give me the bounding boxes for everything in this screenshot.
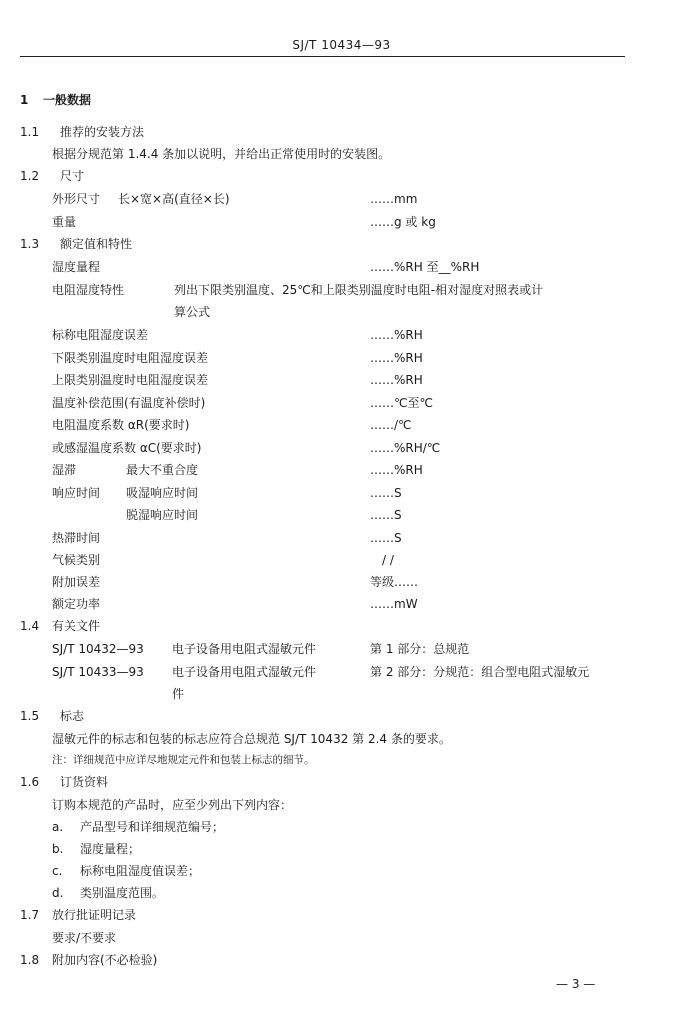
climatic-category-value: / / — [382, 553, 394, 567]
thermal-lag-value: ……S — [370, 531, 402, 545]
doc-2-number: SJ/T 10433—93 — [52, 665, 144, 679]
doc-2-part: 第 2 部分：分规范：组合型电阻式湿敏元 — [370, 665, 590, 679]
humidity-range-label: 湿度量程 — [52, 260, 101, 274]
doc-2-name: 电子设备用电阻式湿敏元件 — [172, 665, 317, 679]
resistance-char-desc-2: 算公式 — [174, 305, 211, 319]
doc-1-name: 电子设备用电阻式湿敏元件 — [172, 642, 317, 656]
section-1-4-title: 有关文件 — [52, 619, 101, 633]
section-1-6-title: 订货资料 — [60, 775, 109, 789]
doc-1-part: 第 1 部分：总规范 — [370, 642, 470, 656]
order-item-d-marker: d. — [52, 886, 64, 900]
section-1-1-title: 推荐的安装方法 — [60, 125, 145, 139]
section-1-2-title: 尺寸 — [60, 169, 85, 183]
thermal-lag-label: 热滞时间 — [52, 531, 101, 545]
resistance-char-desc-1: 列出下限类别温度、25℃和上限类别温度时电阻-相对湿度对照表或计 — [174, 283, 544, 297]
lower-temp-error-value: ……%RH — [370, 351, 423, 365]
humidity-temp-coef-label: 或感湿温度系数 αC(要求时) — [52, 441, 202, 455]
lower-temp-error-label: 下限类别温度时电阻湿度误差 — [52, 351, 209, 365]
section-1-3-title: 额定值和特性 — [60, 237, 133, 251]
doc-2-part-cont: 件 — [172, 687, 185, 701]
dimensions-label: 外形尺寸 — [52, 192, 101, 206]
resistance-char-label: 电阻湿度特性 — [52, 283, 125, 297]
section-1-6-body: 订购本规范的产品时，应至少列出下列内容： — [52, 798, 293, 812]
order-item-a: 产品型号和详细规范编号； — [80, 820, 225, 834]
section-1-7-number: 1.7 — [20, 908, 40, 922]
hysteresis-value: ……%RH — [370, 463, 423, 477]
dimensions-value: ……mm — [370, 192, 418, 206]
section-1-5-title: 标志 — [60, 709, 85, 723]
absorption-response-value: ……S — [370, 486, 402, 500]
rated-power-label: 额定功率 — [52, 597, 101, 611]
rated-power-value: ……mW — [370, 597, 418, 611]
section-1-5-note: 注：详细规范中应详尽地规定元件和包装上标志的细节。 — [52, 754, 315, 766]
section-1-5-number: 1.5 — [20, 709, 40, 723]
resistance-temp-coef-label: 电阻温度系数 αR(要求时) — [52, 418, 190, 432]
desorption-response-value: ……S — [370, 508, 402, 522]
section-1-8-number: 1.8 — [20, 953, 40, 967]
document-header: SJ/T 10434—93 — [292, 38, 391, 52]
humidity-temp-coef-value: ……%RH/℃ — [370, 441, 441, 455]
order-item-c: 标称电阻湿度值误差； — [80, 864, 201, 878]
resistance-temp-coef-value: ……/℃ — [370, 418, 412, 432]
compensation-range-value: ……℃至℃ — [370, 396, 433, 410]
compensation-range-label: 温度补偿范围(有温度补偿时) — [52, 396, 206, 410]
nominal-error-value: ……%RH — [370, 328, 423, 342]
order-item-d: 类别温度范围。 — [80, 886, 165, 900]
nominal-error-label: 标称电阻湿度误差 — [52, 328, 149, 342]
section-1-1-number: 1.1 — [20, 125, 40, 139]
section-1-number: 1 — [20, 93, 29, 107]
order-item-b: 湿度量程； — [80, 842, 141, 856]
absorption-response-label: 吸湿响应时间 — [126, 486, 199, 500]
hysteresis-label: 湿滞 — [52, 463, 77, 477]
upper-temp-error-value: ……%RH — [370, 373, 423, 387]
desorption-response-label: 脱湿响应时间 — [126, 508, 199, 522]
order-item-c-marker: c. — [52, 864, 63, 878]
hysteresis-sub: 最大不重合度 — [126, 463, 199, 477]
order-item-b-marker: b. — [52, 842, 64, 856]
doc-1-number: SJ/T 10432—93 — [52, 642, 144, 656]
upper-temp-error-label: 上限类别温度时电阻湿度误差 — [52, 373, 209, 387]
weight-value: ……g 或 kg — [370, 215, 436, 229]
section-1-5-body: 湿敏元件的标志和包装的标志应符合总规范 SJ/T 10432 第 2.4 条的要求。 — [52, 732, 451, 746]
response-time-label: 响应时间 — [52, 486, 101, 500]
additional-error-label: 附加误差 — [52, 575, 101, 589]
additional-error-value: 等级…… — [370, 575, 419, 589]
section-1-2-number: 1.2 — [20, 169, 40, 183]
section-1-title: 一般数据 — [43, 93, 92, 107]
dimensions-desc: 长×宽×高(直径×长) — [118, 192, 230, 206]
section-1-6-number: 1.6 — [20, 775, 40, 789]
section-1-3-number: 1.3 — [20, 237, 40, 251]
page-number: — 3 — — [556, 977, 596, 991]
section-1-7-title: 放行批证明记录 — [52, 908, 137, 922]
section-1-7-body: 要求/不要求 — [52, 931, 117, 945]
climatic-category-label: 气候类别 — [52, 553, 101, 567]
humidity-range-value: ……%RH 至__%RH — [370, 260, 480, 274]
header-rule — [20, 56, 625, 57]
weight-label: 重量 — [52, 215, 77, 229]
section-1-4-number: 1.4 — [20, 619, 40, 633]
section-1-8-title: 附加内容(不必检验) — [52, 953, 158, 967]
section-1-1-body: 根据分规范第 1.4.4 条加以说明，并给出正常使用时的安装图。 — [52, 147, 391, 161]
order-item-a-marker: a. — [52, 820, 64, 834]
